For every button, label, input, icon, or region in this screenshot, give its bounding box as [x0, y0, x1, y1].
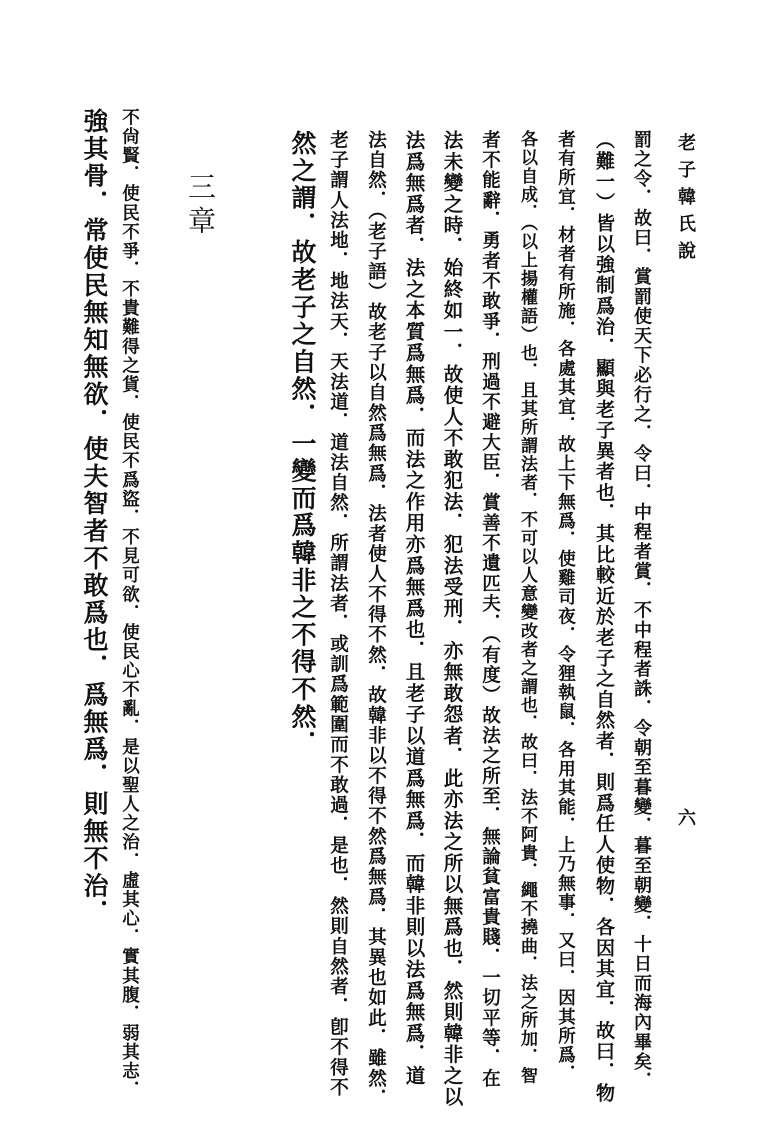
- body-column-1: 罰之令．故曰．賞罰使天下必行之．令曰．中程者賞．不中程者誅．令朝至暮變．暮至朝變．十日而海內畢矣．: [631, 130, 652, 1092]
- body-column-4: 各以自成．（以上揚權語）也．且其所謂法者．不可以人意變改者之謂也．故曰．法不阿貴．繩不撓曲．法之所加．智: [517, 130, 537, 1086]
- body-column-7: 法爲無爲者．法之本質爲無爲．而法之作用亦爲無爲也．且老子以道爲無爲．而韓非則以法爲無爲．道: [402, 130, 426, 1087]
- body-column-9: 老子謂人法地．地法天．天法道．道法自然．所謂法者．或訓爲範圍而不敢過．是也．然則自然者．卽不得不: [327, 130, 349, 1098]
- body-column-2: （難一）皆以強制爲治．顯與老子異者也．其比較近於老子之自然者．則爲任人使物．各因其宜．故曰．物: [593, 130, 615, 1104]
- page-number: 六: [675, 808, 696, 829]
- body-column-6: 法未變之時．始終如一．故使人不敢犯法．犯法受刑．亦無敢怨者．此亦法之所以無爲也．然則韓非之以: [440, 130, 464, 1108]
- chapter-heading: 三章: [184, 172, 217, 240]
- body-column-8: 法自然．（老子語）故老子以自然爲無爲．法者使人不得不然．故韓非以不得不然爲無爲．其異也如此．雖然．: [365, 130, 387, 1109]
- body-column-3: 者有所宜．材者有所施．各處其宜．故上下無爲．使雞司夜．令狸執鼠．各用其能．上乃無事．又曰．因其所爲．: [555, 130, 576, 1084]
- body-column-5: 者不能辭．勇者不敢爭．刑過不避大臣．賞善不遺匹夫．（有度）故法之所至．無論貧富貴賤．一切平等．在: [479, 130, 501, 1089]
- running-title: 老子韓氏說: [675, 133, 696, 268]
- body-column-10: 然之謂．故老子之自然．一變而爲韓非之不得不然．: [288, 130, 317, 758]
- quote-column-2: 強其骨．常使民無知無欲．使夫智者不敢爲也．爲無爲．則無不治．: [80, 108, 109, 927]
- quote-column-1: 不尙賢．使民不爭．不貴難得之貨．使民不爲盜．不見可欲．使民心不亂．是以聖人之治．虛其心．實其腹．弱其志．: [119, 108, 140, 1100]
